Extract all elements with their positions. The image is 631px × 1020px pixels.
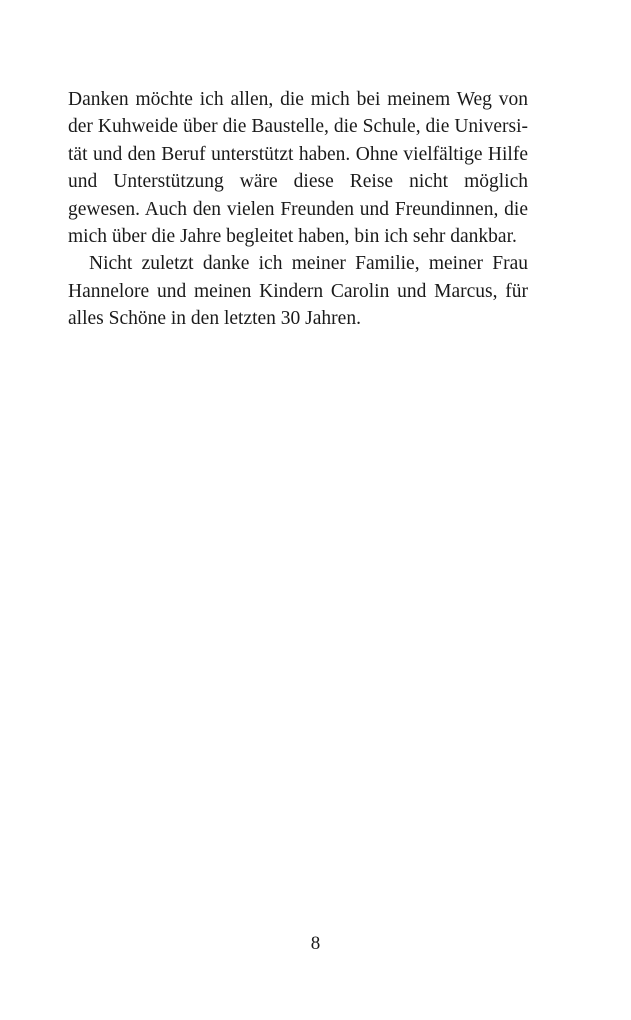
text-line: gewesen. Auch den vielen Freunden und Freundinnen, die	[68, 198, 528, 220]
text-line: mich über die Jahre begleitet haben, bin ich sehr dankbar.	[68, 225, 517, 247]
paragraph-acknowledgements	[68, 86, 528, 250]
page-number: 8	[310, 933, 321, 954]
text-line: und Unterstützung wäre diese Reise nicht möglich	[68, 171, 528, 193]
text-line: alles Schöne in den letzten 30 Jahren.	[68, 308, 361, 330]
paragraph-family	[68, 250, 528, 332]
body-text	[68, 86, 528, 333]
text-line: Hannelore und meinen Kindern Carolin und Marcus, für	[68, 280, 528, 302]
text-line: Danken möchte ich allen, die mich bei meinem Weg von	[68, 89, 528, 110]
text-line: der Kuhweide über die Baustelle, die Schule, die Universi-	[68, 116, 528, 138]
text-line: tät und den Beruf unterstützt haben. Ohne vielfältige Hilfe	[68, 143, 528, 165]
text-line: Nicht zuletzt danke ich meiner Familie, meiner Frau	[89, 253, 528, 275]
